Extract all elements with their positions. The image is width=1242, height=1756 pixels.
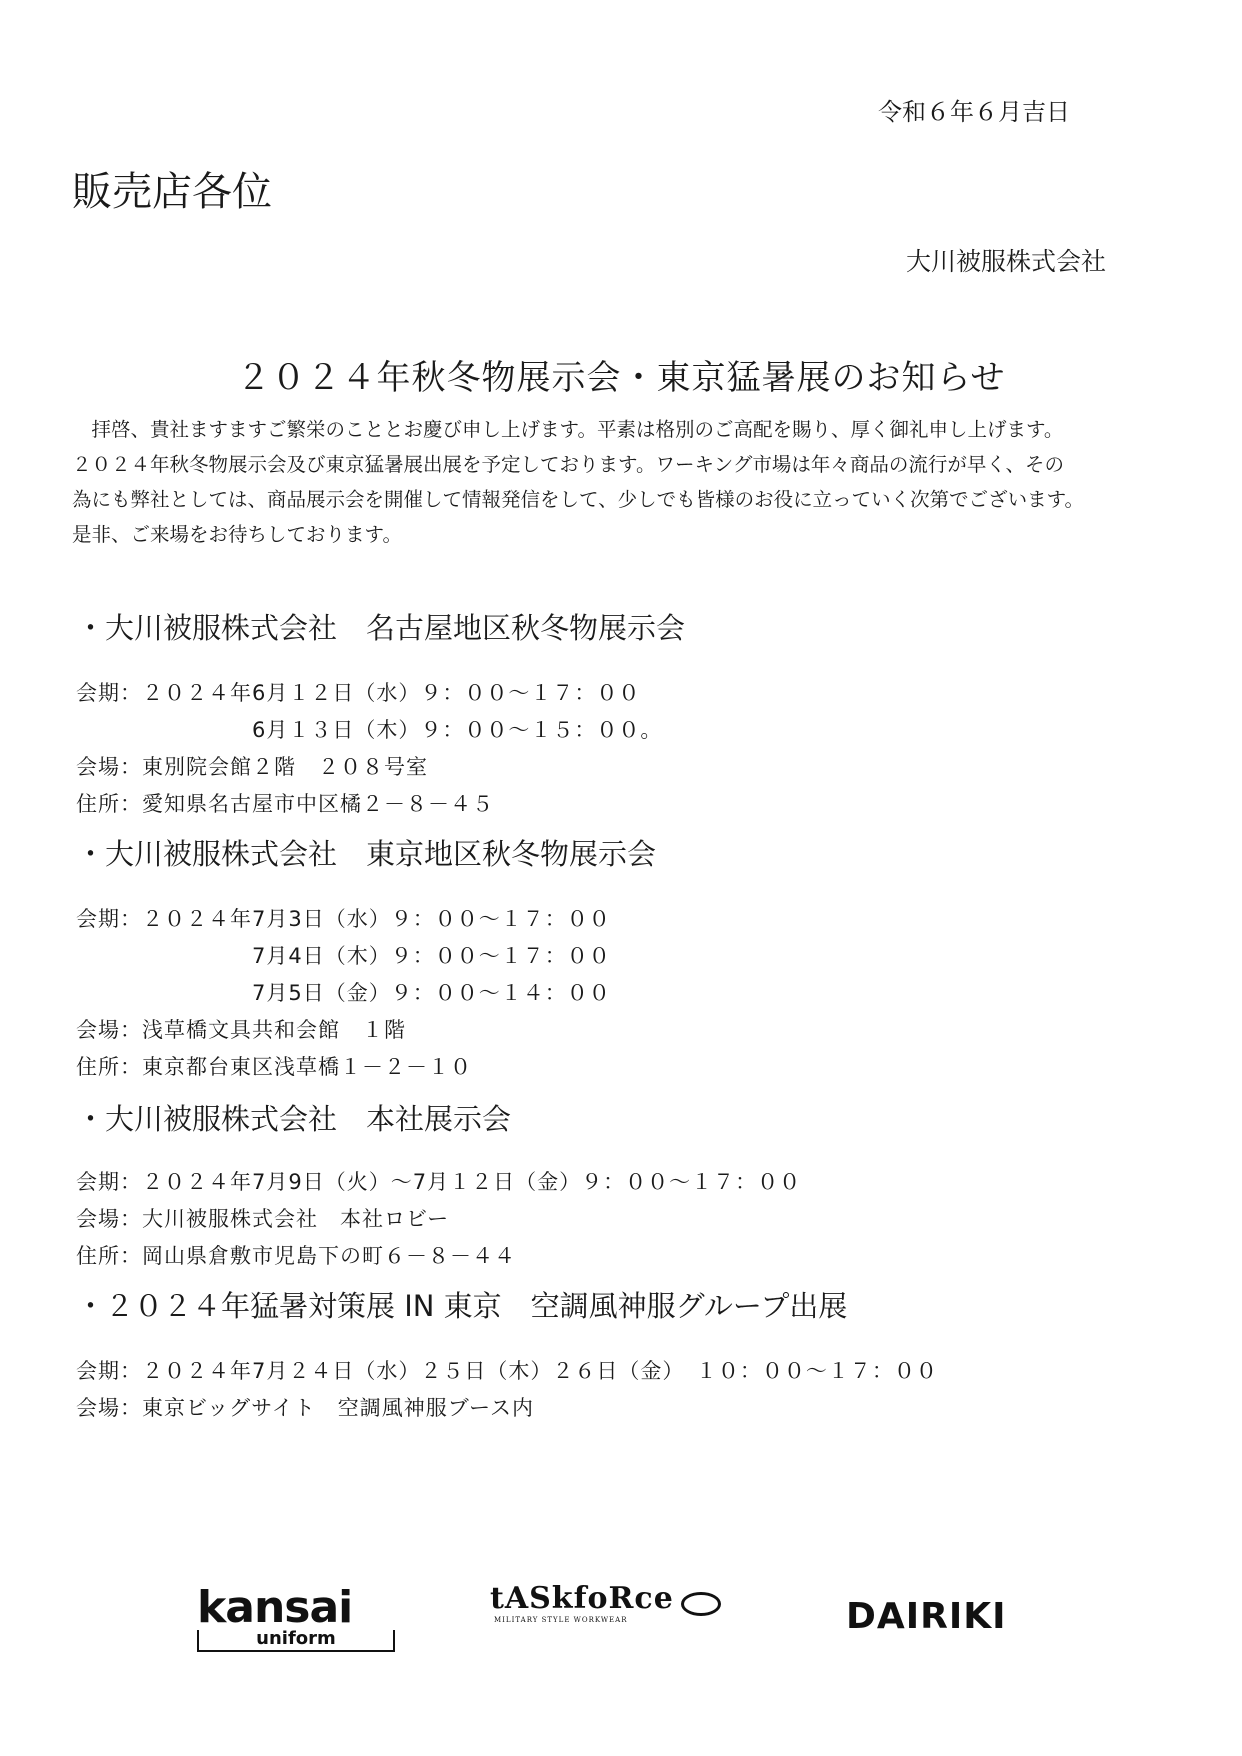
nagoya-period: 会期：２０２４年6月１２日（水）９：００～１７：００ — [76, 681, 641, 705]
taskforce-logo-wordmark: tASkfoRce — [490, 1581, 674, 1616]
recipient: 販売店各位 — [72, 169, 272, 215]
intro-line: ２０２４年秋冬物展示会及び東京猛暑展出展を予定しております。ワーキング市場は年々商品の流行が早く、その — [72, 453, 1064, 476]
section-heading-hq: ・大川被服株式会社 本社展示会 — [76, 1102, 512, 1136]
intro-line: 拝啓、貴社ますますご繁栄のこととお慶び申し上げます。平素は格別のご高配を賜り、厚く御礼申し上げます。 — [72, 418, 1064, 441]
tokyo-period-day3: 7月5日（金）９：００～１４：００ — [252, 981, 611, 1005]
tokyo-period-day2: 7月4日（木）９：００～１７：００ — [252, 944, 611, 968]
intro-line: 為にも弊社としては、商品展示会を開催して情報発信をして、少しでも皆様のお役に立っていく次第でございます。 — [72, 488, 1085, 511]
hq-venue: 会場：大川被服株式会社 本社ロビー — [76, 1207, 450, 1231]
kansai-uniform-logo — [197, 1582, 395, 1652]
document-title: ２０２４年秋冬物展示会・東京猛暑展のお知らせ — [236, 358, 1006, 398]
intro-line: 是非、ご来場をお待ちしております。 — [72, 523, 402, 546]
tokyo-venue: 会場：浅草橋文具共和会館 １階 — [76, 1018, 406, 1042]
tokyo-period: 会期：２０２４年7月3日（水）９：００～１７：００ — [76, 907, 611, 931]
nagoya-address: 住所：愛知県名古屋市中区橘２－８－４５ — [76, 792, 494, 816]
hq-address: 住所：岡山県倉敷市児島下の町６－８－４４ — [76, 1244, 516, 1268]
hq-period: 会期：２０２４年7月9日（火）～7月１２日（金）９：００～１７：００ — [76, 1170, 802, 1194]
heat-expo-venue: 会場：東京ビッグサイト 空調風神服ブース内 — [76, 1396, 535, 1420]
section-heading-tokyo: ・大川被服株式会社 東京地区秋冬物展示会 — [76, 837, 657, 871]
taskforce-logo — [490, 1581, 721, 1624]
kansai-logo-subtitle: uniform — [197, 1630, 395, 1652]
section-heading-nagoya: ・大川被服株式会社 名古屋地区秋冬物展示会 — [76, 611, 686, 645]
dairiki-logo: DAIRIKI — [846, 1596, 1007, 1637]
taskforce-emblem-icon — [681, 1592, 721, 1616]
kansai-logo-wordmark: kansai — [197, 1582, 353, 1633]
sender-company: 大川被服株式会社 — [906, 247, 1107, 276]
section-heading-heat-expo: ・２０２４年猛暑対策展 IN 東京 空調風神服グループ出展 — [76, 1289, 848, 1323]
tokyo-address: 住所：東京都台東区浅草橋１－２－１０ — [76, 1055, 472, 1079]
taskforce-logo-tagline: MILITARY STYLE WORKWEAR — [494, 1616, 628, 1624]
heat-expo-period: 会期：２０２４年7月２４日（水）２５日（木）２６日（金） １０：００～１７：００ — [76, 1359, 938, 1383]
nagoya-period-day2: 6月１３日（木）９：００～１５：００。 — [252, 718, 663, 742]
document-date: 令和６年６月吉日 — [878, 98, 1070, 126]
intro-paragraph — [72, 412, 1182, 552]
nagoya-venue: 会場：東別院会館２階 ２０８号室 — [76, 755, 428, 779]
